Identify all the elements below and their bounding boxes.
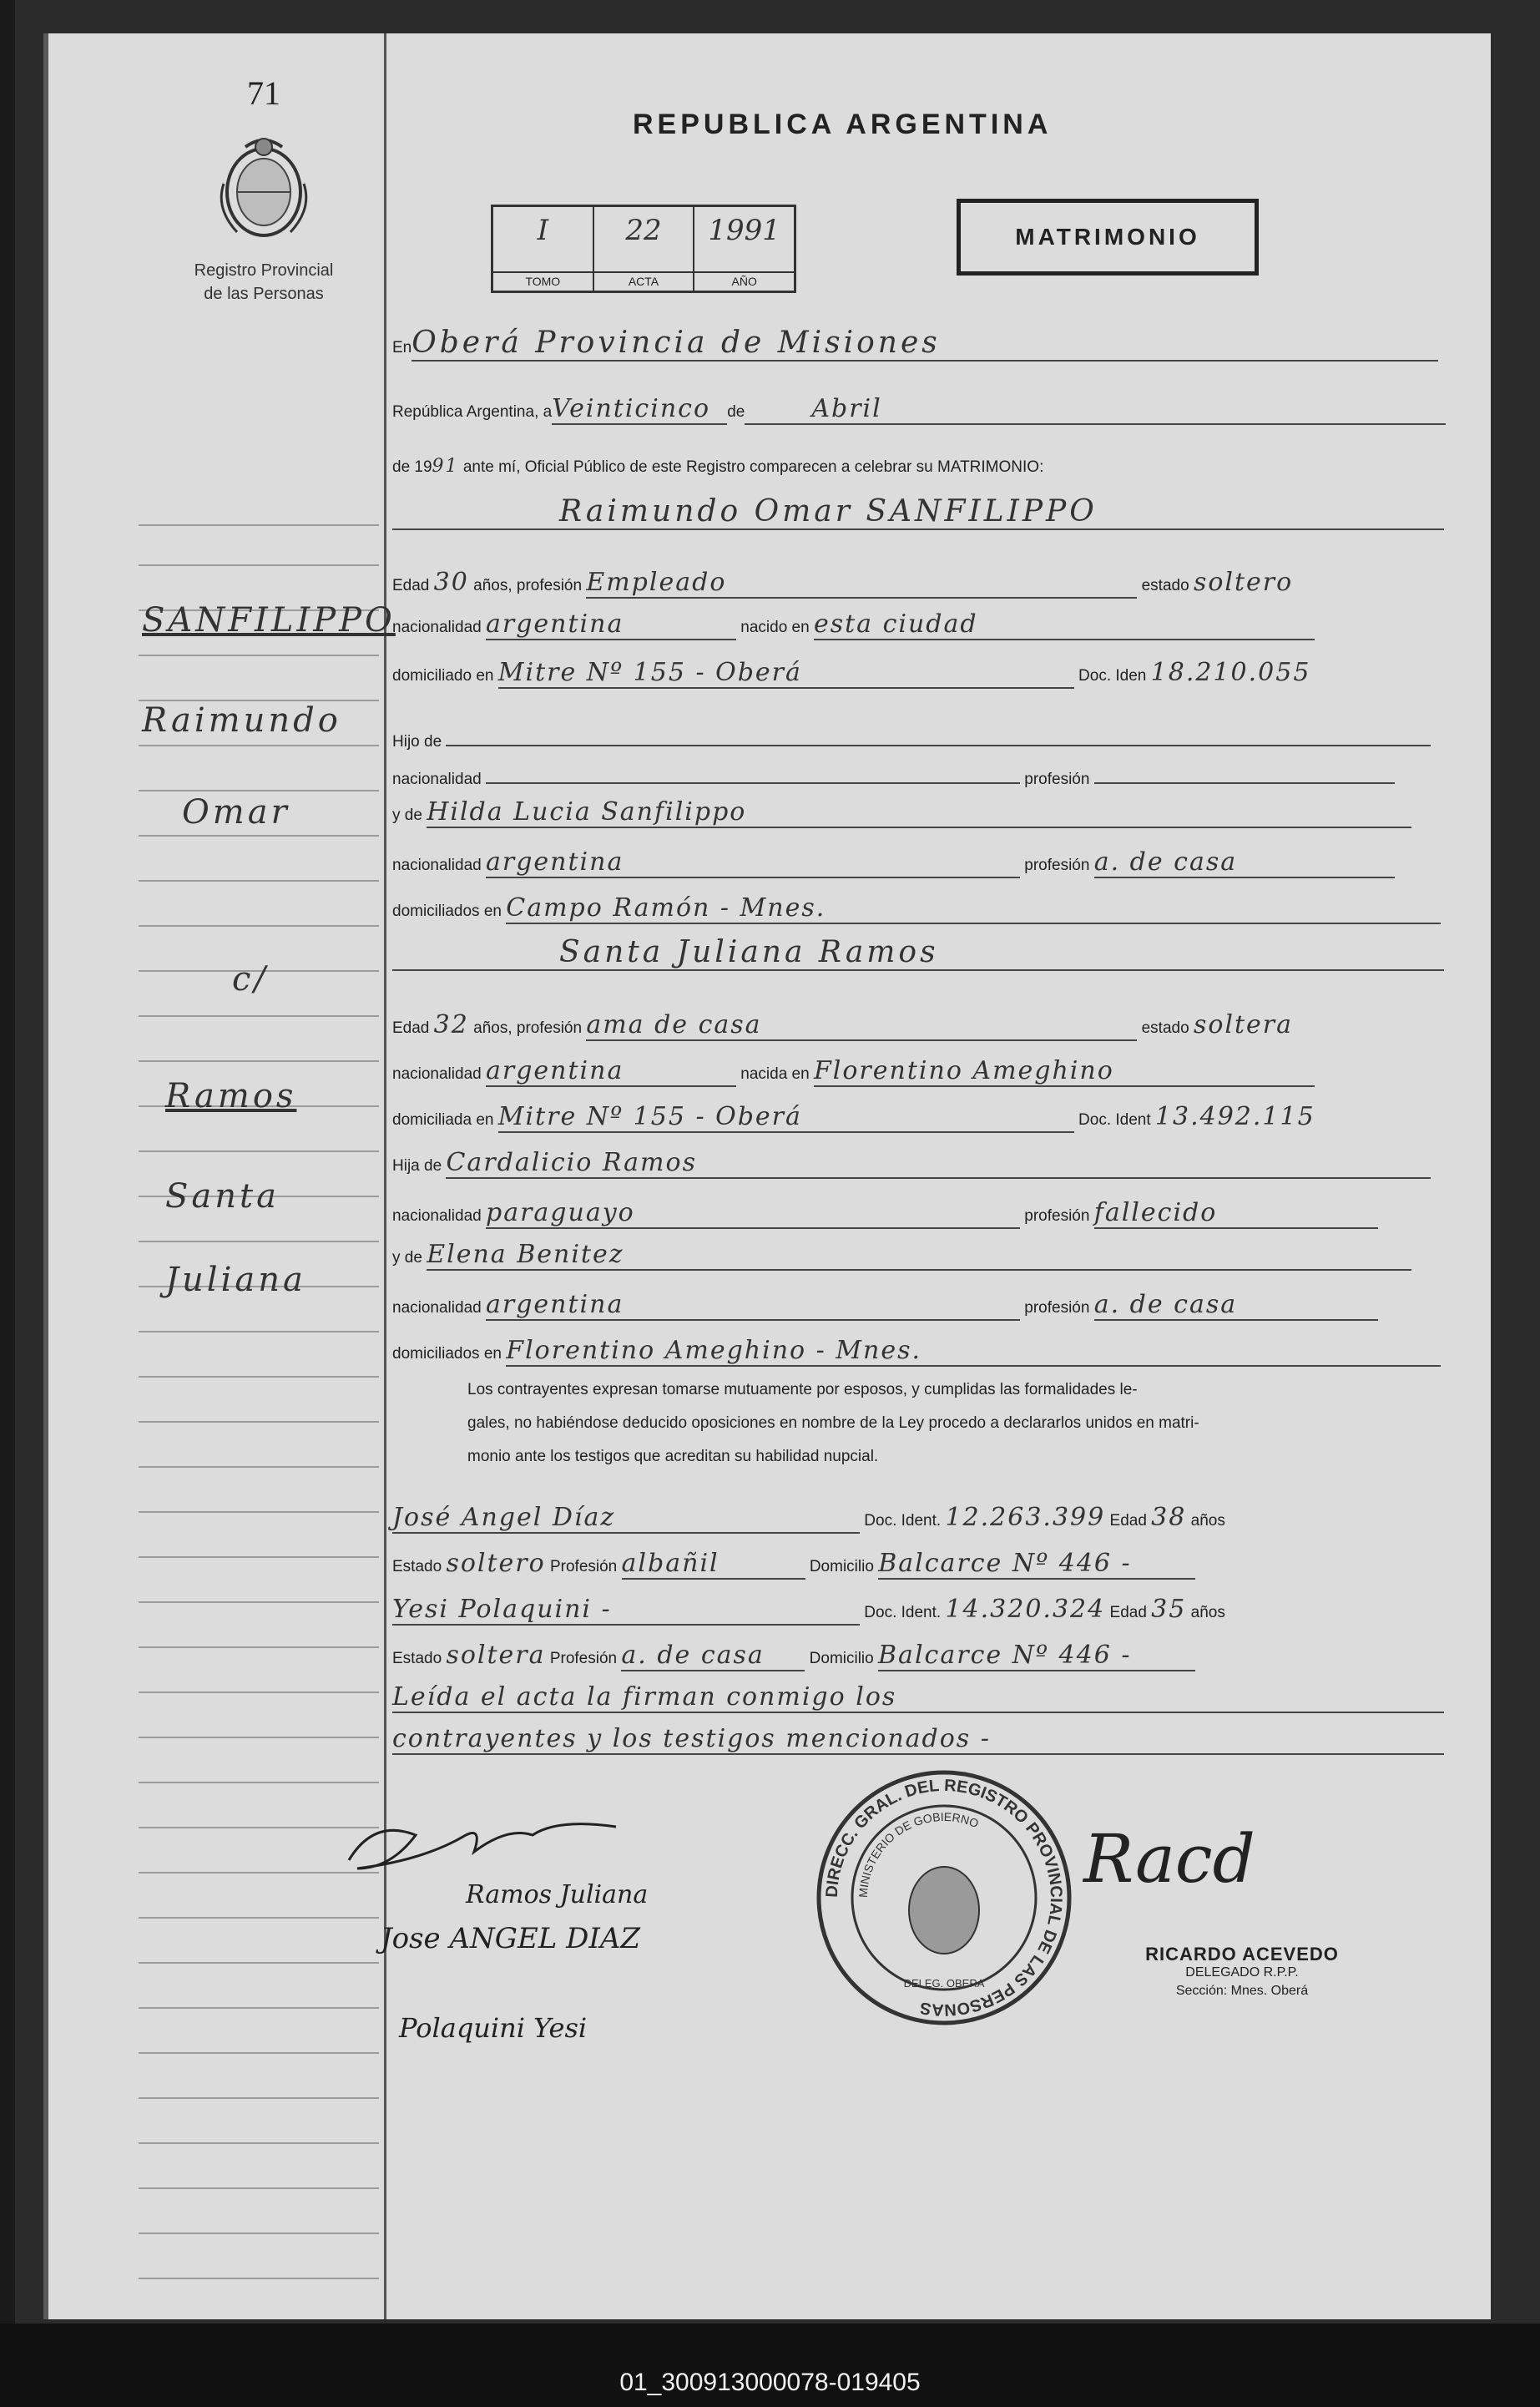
bride-doc-label: Doc. Ident [1078, 1111, 1151, 1129]
closing-line-1: Leída el acta la firman conmigo los [392, 1682, 1444, 1713]
witness-2-edad-label: Edad [1109, 1604, 1147, 1621]
witness-1-name: José Angel Díaz [392, 1503, 860, 1534]
row-witness-2 [392, 1595, 1486, 1626]
witness-2-address: Balcarce Nº 446 - [878, 1641, 1195, 1671]
hijo-label: Hijo de [392, 733, 442, 751]
yde-label: y de [392, 807, 422, 824]
bride-nacionalidad-label: nacionalidad [392, 1065, 482, 1083]
groom-profession: Empleado [586, 568, 1137, 599]
document-type-box: MATRIMONIO [957, 199, 1259, 276]
book-number: 71 [247, 74, 280, 112]
hija-label: Hija de [392, 1157, 442, 1175]
father-prof-label: profesión [1024, 771, 1090, 788]
bride-father-nat: paraguayo [486, 1198, 1020, 1229]
row-groom-father [392, 726, 1486, 751]
witness-1-address: Balcarce Nº 446 - [878, 1549, 1195, 1580]
groom-father-nat [486, 764, 1020, 784]
witness-2-doc-label: Doc. Ident. [864, 1604, 942, 1621]
domiciliado-label: domiciliado en [392, 667, 494, 685]
witness-1-profession: albañil [622, 1549, 805, 1580]
groom-mother: Hilda Lucia Sanfilippo [427, 797, 1411, 828]
bride-parents-address: Florentino Ameghino - Mnes. [506, 1336, 1441, 1367]
row-bride-name [392, 935, 1486, 971]
bride-yde-label: y de [392, 1249, 422, 1267]
stamp-ring-text: DIRECC. GRAL. DEL REGISTRO PROVINCIAL DE LAS PERSONAS [822, 1776, 1066, 2020]
bride-father-prof: fallecido [1094, 1198, 1378, 1229]
image-code: 01_300913000078-019405 [619, 2369, 921, 2396]
reference-boxes [491, 205, 796, 293]
row-place [392, 326, 1486, 362]
witness-1-age: 38 [1151, 1503, 1187, 1532]
day-field: Veinticinco [552, 394, 727, 425]
witness-2-doc: 14.320.324 [945, 1595, 1106, 1624]
ano-value: 1991 [708, 214, 780, 247]
bride-mother-nat-label: nacionalidad [392, 1299, 482, 1317]
bride-birthplace: Florentino Ameghino [814, 1056, 1315, 1087]
register-page [43, 33, 1491, 2319]
groom-estado: soltero [1193, 568, 1294, 597]
bride-estado-label: estado [1141, 1019, 1189, 1037]
official-block [1117, 1945, 1367, 2000]
witness-1-anos-label: años [1190, 1512, 1225, 1530]
place-field: Oberá Provincia de Misiones [412, 326, 1438, 362]
witness-2-prof-label: Profesión [549, 1650, 618, 1667]
footer-bar [0, 2324, 1540, 2407]
margin-given-1: Raimundo [142, 701, 341, 740]
witness-2-estado-label: Estado [392, 1650, 442, 1667]
bride-mother-nat: argentina [486, 1290, 1020, 1321]
row-statement [392, 456, 1486, 477]
tomo-label: TOMO [493, 271, 593, 288]
witness-2-anos-label: años [1190, 1604, 1225, 1621]
year-label: de 19 [392, 458, 432, 476]
groom-mother-prof: a. de casa [1094, 847, 1395, 878]
margin-divider [384, 33, 386, 2319]
bride-edad-label: Edad [392, 1019, 430, 1037]
doc-label: Doc. Iden [1078, 667, 1147, 685]
book-binding [0, 0, 15, 2407]
witness-1-estado-label: Estado [392, 1558, 442, 1575]
bride-anos-profesion-label: años, profesión [473, 1019, 583, 1037]
witness-2-age: 35 [1151, 1595, 1187, 1624]
witness-1-doc: 12.263.399 [945, 1503, 1106, 1532]
bride-estado: soltera [1193, 1010, 1294, 1039]
row-groom-mother-nat [392, 847, 1486, 878]
row-bride-mother-nat [392, 1290, 1486, 1321]
de-label: de [727, 403, 745, 421]
republica-label: República Argentina, a [392, 403, 553, 421]
row-groom-father-nat [392, 764, 1486, 789]
acta-value: 22 [625, 214, 662, 247]
en-label: En [392, 339, 412, 356]
nacida-label: nacida en [740, 1065, 810, 1083]
bride-father-prof-label: profesión [1024, 1207, 1090, 1225]
witness-2-name: Yesi Polaquini - [392, 1595, 860, 1626]
declaration-line-3: monio ante los testigos que acreditan su habilidad nupcial. [467, 1448, 879, 1465]
official-name: RICARDO ACEVEDO [1145, 1944, 1339, 1965]
domiciliados-label: domiciliados en [392, 903, 502, 920]
declaration-text [392, 1373, 1436, 1474]
row-groom-address [392, 658, 1486, 689]
row-bride-nationality [392, 1056, 1486, 1087]
groom-nationality: argentina [486, 609, 736, 640]
margin-bride-surname: Ramos [165, 1077, 297, 1115]
margin-bride-given-2: Juliana [165, 1261, 306, 1299]
groom-birthplace: esta ciudad [814, 609, 1315, 640]
registry-name [164, 259, 364, 306]
witness-1-prof-label: Profesión [549, 1558, 618, 1575]
row-groom-nationality [392, 609, 1486, 640]
mother-nat-label: nacionalidad [392, 857, 482, 874]
row-date [392, 394, 1486, 425]
bride-mother-prof-label: profesión [1024, 1299, 1090, 1317]
bride-profession: ama de casa [586, 1010, 1137, 1041]
edad-label: Edad [392, 577, 430, 594]
row-groom-age [392, 568, 1486, 599]
registry-line-1: Registro Provincial [194, 261, 334, 280]
witness-1-signature: Jose ANGEL DIAZ [381, 1922, 641, 1955]
statement-text: ante mí, Oficial Público de este Registro comparecen a celebrar su MATRIMONIO: [462, 458, 1044, 476]
groom-mother-nat: argentina [486, 847, 1020, 878]
margin-given-2: Omar [182, 793, 290, 832]
groom-father [446, 726, 1431, 746]
row-witness-1-details [392, 1549, 1486, 1580]
margin-bride-given-1: Santa [165, 1177, 280, 1216]
witness-2-estado: soltera [446, 1641, 546, 1670]
nacionalidad-label: nacionalidad [392, 619, 482, 636]
groom-father-prof [1094, 764, 1395, 784]
bride-domiciliados-label: domiciliados en [392, 1345, 502, 1363]
row-closing-1 [392, 1682, 1486, 1713]
tomo-box [493, 207, 594, 291]
acta-box [594, 207, 695, 291]
bride-mother: Elena Benitez [427, 1240, 1411, 1271]
row-witness-2-details [392, 1641, 1486, 1671]
bride-father-nat-label: nacionalidad [392, 1207, 482, 1225]
country-title: REPUBLICA ARGENTINA [633, 109, 1053, 140]
acta-label: ACTA [594, 271, 694, 288]
declaration-line-1: Los contrayentes expresan tomarse mutuamente por esposos, y cumplidas las formalidades le- [467, 1381, 1138, 1398]
row-bride-age [392, 1010, 1486, 1041]
bride-mother-prof: a. de casa [1094, 1290, 1378, 1321]
row-bride-parents-address [392, 1336, 1486, 1367]
stamp-bottom-text: DELEG. OBERA [903, 1977, 985, 1990]
groom-parents-address: Campo Ramón - Mnes. [506, 893, 1441, 924]
registry-line-2: de las Personas [204, 285, 324, 303]
row-bride-mother [392, 1240, 1486, 1271]
margin-conj: c/ [232, 960, 269, 999]
groom-name-field: Raimundo Omar SANFILIPPO [392, 494, 1444, 530]
closing-line-2: contrayentes y los testigos mencionados - [392, 1724, 1444, 1755]
official-title: DELEGADO R.P.P. [1185, 1965, 1299, 1980]
bride-name-field: Santa Juliana Ramos [392, 935, 1444, 971]
witness-1-dom-label: Domicilio [809, 1558, 874, 1575]
declaration-line-2: gales, no habiéndose deducido oposiciones en nombre de la Ley procedo a declararlos unidos en matri- [467, 1414, 1199, 1432]
mother-prof-label: profesión [1024, 857, 1090, 874]
margin-surname: SANFILIPPO [142, 601, 396, 640]
bride-nationality: argentina [486, 1056, 736, 1087]
domiciliada-label: domiciliada en [392, 1111, 494, 1129]
witness-2-profession: a. de casa [621, 1641, 805, 1671]
row-witness-1 [392, 1503, 1486, 1534]
anos-profesion-label: años, profesión [473, 577, 583, 594]
bride-father: Cardalicio Ramos [446, 1148, 1431, 1179]
row-closing-2 [392, 1724, 1486, 1755]
year-field: 91 [432, 456, 459, 477]
bride-signature: Ramos Juliana [466, 1880, 649, 1909]
month-field: Abril [745, 394, 1446, 425]
registry-stamp [815, 1768, 1073, 2027]
row-bride-address [392, 1102, 1486, 1133]
bride-doc: 13.492.115 [1154, 1102, 1315, 1131]
witness-1-doc-label: Doc. Ident. [864, 1512, 942, 1530]
row-bride-father-nat [392, 1198, 1486, 1229]
stamp-inner-text: MINISTERIO DE GOBIERNO [856, 1809, 981, 1899]
official-section: Sección: Mnes. Oberá [1175, 1984, 1309, 1998]
coat-of-arms-icon [212, 134, 316, 242]
bride-address: Mitre Nº 155 - Oberá [498, 1102, 1074, 1133]
official-signature: Racd [1083, 1820, 1255, 1898]
row-groom-mother [392, 797, 1486, 828]
nacido-label: nacido en [740, 619, 810, 636]
groom-age: 30 [433, 568, 469, 597]
ano-label: AÑO [694, 271, 794, 288]
groom-address: Mitre Nº 155 - Oberá [498, 658, 1074, 689]
row-bride-father [392, 1148, 1486, 1179]
ano-box [694, 207, 794, 291]
witness-2-dom-label: Domicilio [809, 1650, 874, 1667]
groom-doc: 18.210.055 [1150, 658, 1311, 687]
witness-1-estado: soltero [446, 1549, 546, 1578]
estado-label: estado [1141, 577, 1189, 594]
witness-1-edad-label: Edad [1109, 1512, 1147, 1530]
father-nat-label: nacionalidad [392, 771, 482, 788]
bride-age: 32 [433, 1010, 469, 1039]
tomo-value: I [537, 214, 549, 247]
witness-2-signature: Polaquini Yesi [399, 2012, 588, 2044]
row-groom-name [392, 494, 1486, 530]
row-groom-parents-address [392, 893, 1486, 924]
